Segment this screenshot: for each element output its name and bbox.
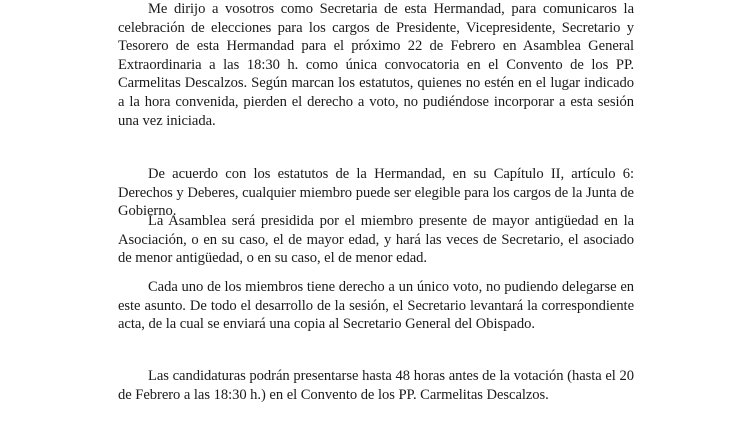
- paragraph-statutes-eligibility: De acuerdo con los estatutos de la Hermandad, en su Capítulo II, artículo 6: Derechos y Deberes, cualquier miembro puede ser elegible para los cargos de la Junta de Gobierno.: [118, 166, 634, 220]
- paragraph-assembly-presidency: La Asamblea será presidida por el miembro presente de mayor antigüedad en la Asociación, o en su caso, el de mayor edad, y hará las veces de Secretario, el asociado de menor antigüedad, o en su caso, el de menor edad.: [118, 213, 634, 267]
- paragraph-candidacy-deadline: Las candidaturas podrán presentarse hasta 48 horas antes de la votación (hasta el 20 de Febrero a las 18:30 h.) en el Convento de los PP. Carmelitas Descalzos.: [118, 368, 634, 403]
- paragraph-elections-announcement: Me dirijo a vosotros como Secretaria de esta Hermandad, para comunicaros la celebración de elecciones para los cargos de Presidente, Vicepresidente, Secretario y Tesorero de esta Hermandad para el próximo 22 de Febrero en Asamblea General Extraordinaria a las 18:30 h. como única convocatoria en el Convento de los PP. Carmelitas Descalzos. Según marcan los estatutos, quienes no estén en el lugar indicado a la hora convenida, pierden el derecho a voto, no pudiéndose incorporar a esta sesión una vez iniciada.: [118, 1, 634, 129]
- paragraph-voting-rights: Cada uno de los miembros tiene derecho a un único voto, no pudiendo delegarse en este asunto. De todo el desarrollo de la sesión, el Secretario levantará la correspondiente acta, de la cual se enviará una copia al Secretario General del Obispado.: [118, 279, 634, 333]
